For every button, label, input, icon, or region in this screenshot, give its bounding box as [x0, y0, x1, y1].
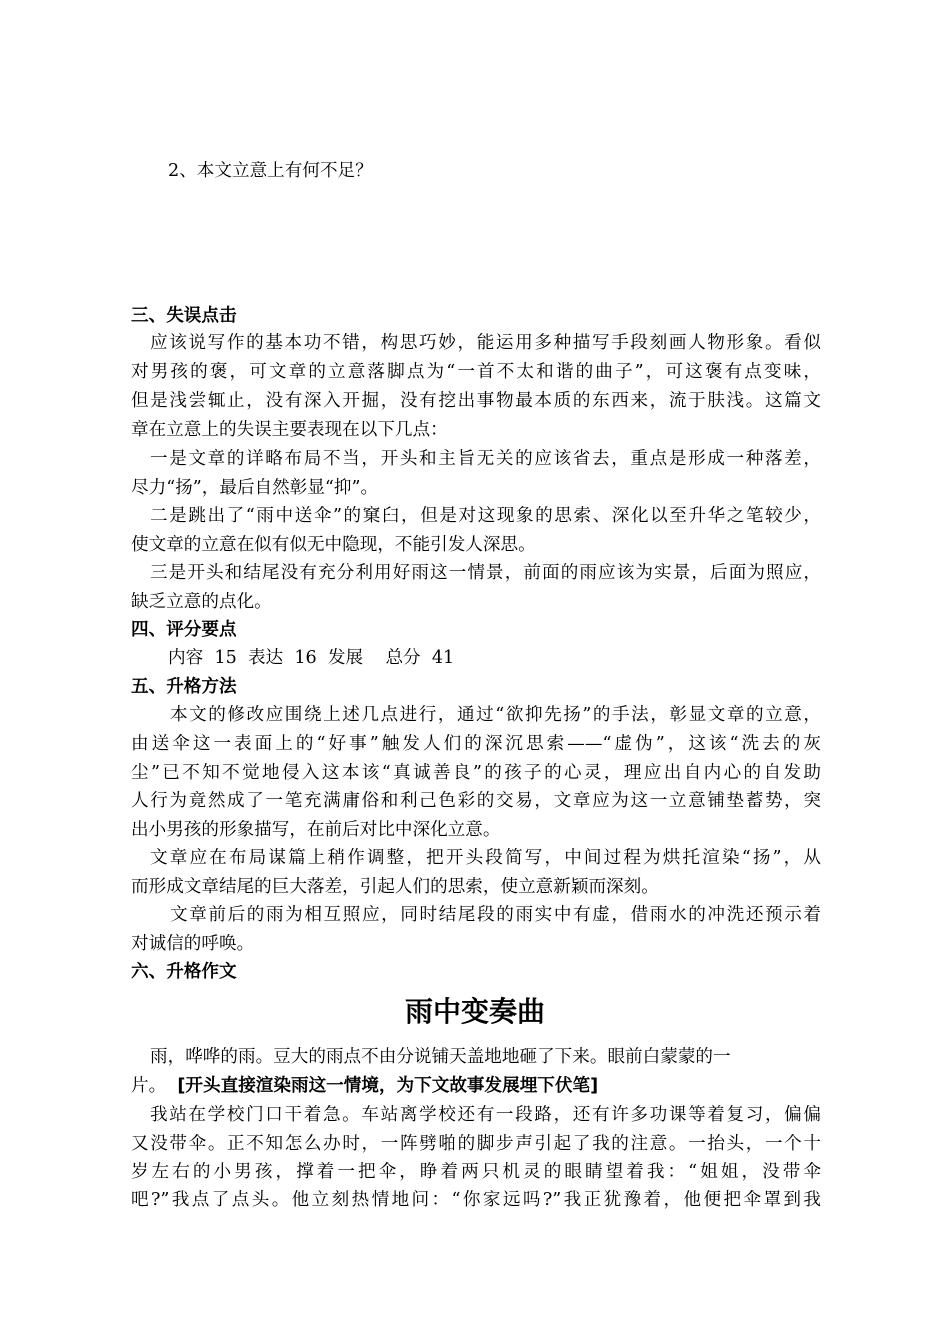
section-3-heading: 三、失误点击: [131, 306, 237, 326]
essay-p1-line: 雨，哗哗的雨。豆大的雨点不由分说铺天盖地地砸了下来。眼前白蒙蒙的一: [150, 1047, 731, 1067]
essay-p1-text: 片。: [131, 1076, 167, 1096]
section-6-heading: 六、升格作文: [131, 962, 237, 982]
sec3-p2-line: 尽力“扬”，最后自然彰显“抑”。: [131, 478, 379, 498]
section-4-heading: 四、评分要点: [131, 620, 237, 640]
essay-p2-line: 吧?”我点了点头。他立刻热情地问：“你家远吗?”我正犹豫着，他便把伞罩到我: [131, 1190, 821, 1210]
comment-note: [开头直接渲染雨这一情境，为下文故事发展埋下伏笔]: [177, 1076, 599, 1096]
sec5-p3-line: 文章前后的雨为相互照应，同时结尾段的雨实中有虚，借雨水的冲洗还预示着: [170, 905, 821, 925]
sec3-p1-line: 对男孩的褒，可文章的立意落脚点为“一首不太和谐的曲子”，可这褒有点变味，: [131, 362, 821, 382]
sec5-p3-line: 对诚信的呼唤。: [131, 934, 255, 954]
essay-p2-line: 又没带伞。正不知怎么办时，一阵劈啪的脚步声引起了我的注意。一抬头，一个十: [131, 1134, 821, 1154]
sec5-p1-line: 由送伞这一表面上的“好事”触发人们的深沉思索——“虚伪”，这该“洗去的灰: [131, 734, 821, 754]
essay-title: 雨中变奏曲: [404, 995, 545, 1028]
essay-p2-line: 岁左右的小男孩，撑着一把伞，睁着两只机灵的眼睛望着我：“姐姐，没带伞: [131, 1162, 821, 1182]
sec3-p4-line: 三是开头和结尾没有充分利用好雨这一情景，前面的雨应该为实景，后面为照应，: [150, 563, 821, 583]
sec5-p1-line: 出小男孩的形象描写，在前后对比中深化立意。: [131, 820, 501, 840]
sec3-p3-line: 使文章的立意在似有似无中隐现，不能引发人深思。: [131, 535, 536, 555]
score-line: 内容 15 表达 16 发展 总分 41: [168, 648, 455, 668]
sec5-p2-line: 而形成文章结尾的巨大落差，引起人们的思索，使立意新颖而深刻。: [131, 877, 659, 897]
essay-p1-line-2: [131, 1075, 598, 1097]
essay-p2-line: 我站在学校门口干着急。车站离学校还有一段路，还有许多功课等着复习，偏偏: [150, 1105, 821, 1125]
sec5-p1-line: 本文的修改应围绕上述几点进行，通过“欲抑先扬”的手法，彰显文章的立意，: [170, 705, 821, 725]
sec3-p2-line: 一是文章的详略布局不当，开头和主旨无关的应该省去，重点是形成一种落差，: [150, 449, 821, 469]
sec3-p1-line: 应该说写作的基本功不错，构思巧妙，能运用多种描写手段刻画人物形象。看似: [150, 333, 821, 353]
question-2: 2、本文立意上有何不足？: [168, 161, 373, 181]
sec3-p1-line: 章在立意上的失误主要表现在以下几点：: [131, 420, 448, 440]
section-5-heading: 五、升格方法: [131, 677, 237, 697]
sec5-p2-line: 文章应在布局谋篇上稍作调整，把开头段简写，中间过程为烘托渲染“扬”，从: [150, 848, 821, 868]
sec3-p3-line: 二是跳出了“雨中送伞”的窠臼，但是对这现象的思索、深化以至升华之笔较少，: [150, 506, 821, 526]
sec5-p1-line: 人行为竟然成了一笔充满庸俗和利己色彩的交易，文章应为这一立意铺垫蓄势，突: [131, 791, 821, 811]
sec3-p1-line: 但是浅尝辄止，没有深入开掘，没有挖出事物最本质的东西来，流于肤浅。这篇文: [131, 391, 821, 411]
sec5-p1-line: 尘”已不知不觉地侵入这本该“真诚善良”的孩子的心灵，理应出自内心的自发助: [131, 763, 821, 783]
sec3-p4-line: 缺乏立意的点化。: [131, 592, 272, 612]
